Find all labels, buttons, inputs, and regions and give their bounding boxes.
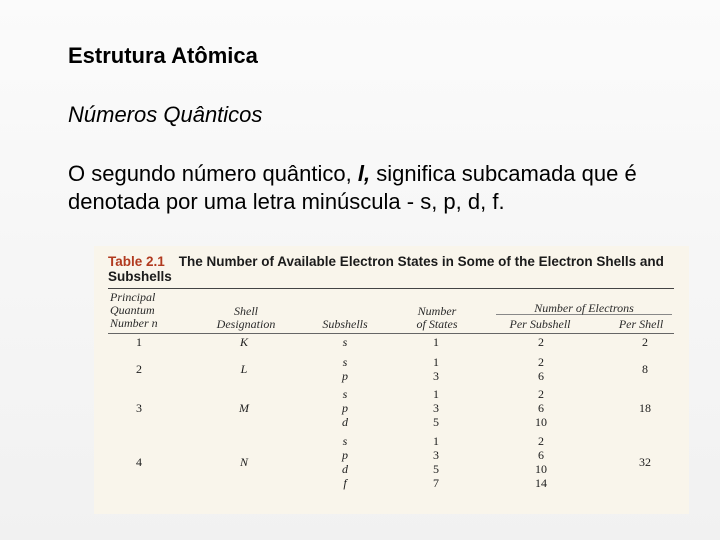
header-per-shell: Per Shell <box>618 317 664 331</box>
slide-subtitle: Números Quânticos <box>68 102 263 127</box>
header-states-line1: Number <box>417 304 457 318</box>
row2-state-s: 1 <box>433 355 439 369</box>
row2-per-subshell <box>528 355 554 383</box>
row4-state-s: 1 <box>433 434 439 448</box>
table-caption-text: The Number of Available Electron States in Some of the Electron Shells and Subshells <box>108 254 664 284</box>
row4-state-p: 3 <box>433 448 439 462</box>
header-principal <box>110 291 158 330</box>
header-principal-line1: Principal <box>110 290 156 304</box>
row4-per-shell: 32 <box>639 455 651 469</box>
row3-electrons-p: 6 <box>538 401 544 415</box>
row4-subshell-f: f <box>343 476 347 490</box>
row2-per-shell: 8 <box>642 362 648 376</box>
row2-electrons-s: 2 <box>538 355 544 369</box>
row3-shell: M <box>239 401 249 415</box>
row3-subshell-p: p <box>342 401 348 415</box>
body-text-after: significa subcamada que é denotada por uma letra minúscula - s, p, d, f. <box>68 161 637 214</box>
row4-subshells <box>334 434 356 490</box>
row3-per-shell: 18 <box>639 401 651 415</box>
row3-subshell-d: d <box>342 415 348 429</box>
row4-per-subshell <box>528 434 554 490</box>
row2-n: 2 <box>136 362 142 376</box>
header-states <box>404 305 470 331</box>
header-states-line2: of States <box>416 317 458 331</box>
table-header-rule <box>108 333 674 334</box>
row1-n: 1 <box>136 335 142 349</box>
row2-electrons-p: 6 <box>538 369 544 383</box>
slide-title: Estrutura Atômica <box>68 43 258 68</box>
row3-electrons-s: 2 <box>538 387 544 401</box>
header-principal-line2: Quantum <box>110 303 155 317</box>
row4-subshell-p: p <box>342 448 348 462</box>
table-number: Table 2.1 <box>108 254 165 269</box>
row4-electrons-d: 10 <box>535 462 547 476</box>
row1-state-s: 1 <box>433 335 439 349</box>
header-principal-line3: Number n <box>110 316 158 330</box>
body-text-symbol: l, <box>357 161 371 186</box>
row2-subshell-s: s <box>342 355 348 369</box>
row3-states <box>424 387 448 429</box>
row4-state-f: 7 <box>433 476 439 490</box>
header-electrons-group: Number of Electrons <box>534 301 634 315</box>
row3-state-d: 5 <box>433 415 439 429</box>
row3-state-s: 1 <box>433 387 439 401</box>
table-caption <box>108 254 683 284</box>
header-per-subshell: Per Subshell <box>509 317 571 331</box>
row3-subshells <box>334 387 356 429</box>
row1-subshells <box>334 335 356 349</box>
row2-shell: L <box>240 362 248 376</box>
body-text-before: O segundo número quântico, <box>68 161 358 186</box>
table-top-rule <box>108 288 674 289</box>
row3-subshell-s: s <box>342 387 348 401</box>
row2-subshells <box>334 355 356 383</box>
header-shell-line1: Shell <box>234 304 258 318</box>
row1-states <box>424 335 448 349</box>
slide-body-text <box>68 160 688 216</box>
row4-electrons-s: 2 <box>538 434 544 448</box>
row4-shell: N <box>239 455 248 469</box>
row4-subshell-s: s <box>342 434 348 448</box>
row1-subshell-s: s <box>342 335 348 349</box>
row4-subshell-d: d <box>342 462 348 476</box>
row3-n: 3 <box>136 401 142 415</box>
row4-n: 4 <box>136 455 142 469</box>
row4-electrons-f: 14 <box>535 476 547 490</box>
row4-states <box>424 434 448 490</box>
row3-state-p: 3 <box>433 401 439 415</box>
row2-state-p: 3 <box>433 369 439 383</box>
row2-states <box>424 355 448 383</box>
row4-state-d: 5 <box>433 462 439 476</box>
row4-electrons-p: 6 <box>538 448 544 462</box>
header-subshells: Subshells <box>322 317 368 331</box>
row1-per-subshell <box>528 335 554 349</box>
row1-shell: K <box>239 335 248 349</box>
electron-states-table-image <box>94 246 689 514</box>
row1-electrons-s: 2 <box>538 335 544 349</box>
row3-per-subshell <box>528 387 554 429</box>
row2-subshell-p: p <box>342 369 348 383</box>
row1-per-shell: 2 <box>642 335 648 349</box>
header-shell-line2: Designation <box>216 317 276 331</box>
row3-electrons-d: 10 <box>535 415 547 429</box>
header-shell <box>202 305 290 331</box>
